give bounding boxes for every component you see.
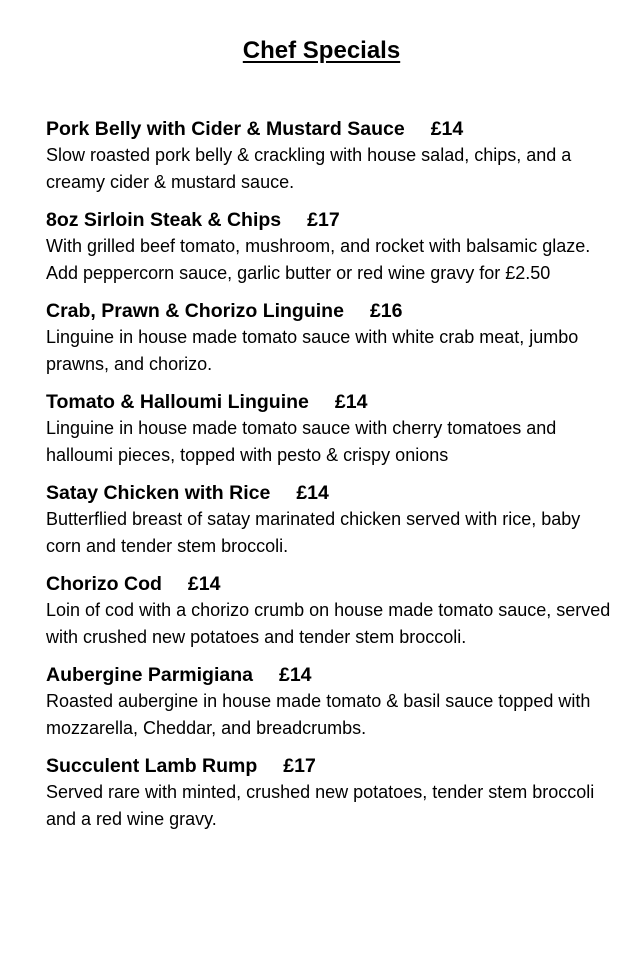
menu-item-price: £14: [187, 573, 221, 595]
menu-item-heading: [46, 207, 616, 233]
menu-item-description: Loin of cod with a chorizo crumb on house made tomato sauce, served with crushed new potatoes and tender stem broccoli.: [46, 600, 611, 647]
menu-item-description: Served rare with minted, crushed new potatoes, tender stem broccoli and a red wine gravy.: [46, 782, 595, 829]
menu-item-heading: [46, 298, 616, 324]
menu-item-heading: [46, 571, 616, 597]
menu-item-description: Add peppercorn sauce, garlic butter or red wine gravy for £2.50: [46, 262, 551, 283]
menu-item-name: Aubergine Parmigiana: [46, 664, 253, 686]
menu-item-heading: [46, 753, 616, 779]
menu-item: [46, 480, 616, 559]
menu-item-name: Tomato & Halloumi Linguine: [46, 391, 309, 413]
menu-item-name: Succulent Lamb Rump: [46, 755, 258, 777]
menu-item-description: Linguine in house made tomato sauce with cherry tomatoes and halloumi pieces, topped with pesto & crispy onions: [46, 418, 557, 465]
menu-item-name: 8oz Sirloin Steak & Chips: [46, 209, 282, 231]
menu-item-heading: [46, 116, 616, 142]
menu-item-price: £16: [369, 300, 403, 322]
menu-item-price: £17: [307, 209, 340, 231]
menu-item-name: Pork Belly with Cider & Mustard Sauce: [46, 118, 405, 140]
menu-item-heading: [46, 662, 616, 688]
menu-item-description: With grilled beef tomato, mushroom, and rocket with balsamic glaze.: [46, 236, 591, 256]
page-title: Chef Specials: [242, 37, 401, 64]
menu-item-description: Linguine in house made tomato sauce with white crab meat, jumbo prawns, and chorizo.: [46, 327, 579, 374]
menu-item: [46, 298, 616, 377]
menu-item-description: Slow roasted pork belly & crackling with house salad, chips, and a creamy cider & mustard sauce.: [46, 145, 572, 192]
menu-item-name: Crab, Prawn & Chorizo Linguine: [46, 300, 344, 322]
menu-item-price: £14: [430, 118, 464, 140]
menu-item: [46, 571, 616, 650]
menu-list: [46, 116, 616, 844]
menu-item-heading: [46, 480, 616, 506]
menu-item: [46, 389, 616, 468]
menu-item-description: Roasted aubergine in house made tomato & basil sauce topped with mozzarella, Cheddar, and breadcrumbs.: [46, 691, 591, 738]
menu-item-price: £17: [283, 755, 316, 777]
menu-item-price: £14: [278, 664, 312, 686]
menu-item-price: £14: [334, 391, 368, 413]
menu-item: [46, 207, 616, 286]
menu-item-name: Satay Chicken with Rice: [46, 482, 271, 504]
menu-item-price: £14: [296, 482, 329, 504]
menu-item-name: Chorizo Cod: [46, 573, 162, 595]
menu-item: [46, 116, 616, 195]
menu-item: [46, 753, 616, 832]
menu-item: [46, 662, 616, 741]
menu-item-description: Butterflied breast of satay marinated chicken served with rice, baby corn and tender stem broccoli.: [46, 509, 581, 556]
menu-item-heading: [46, 389, 616, 415]
